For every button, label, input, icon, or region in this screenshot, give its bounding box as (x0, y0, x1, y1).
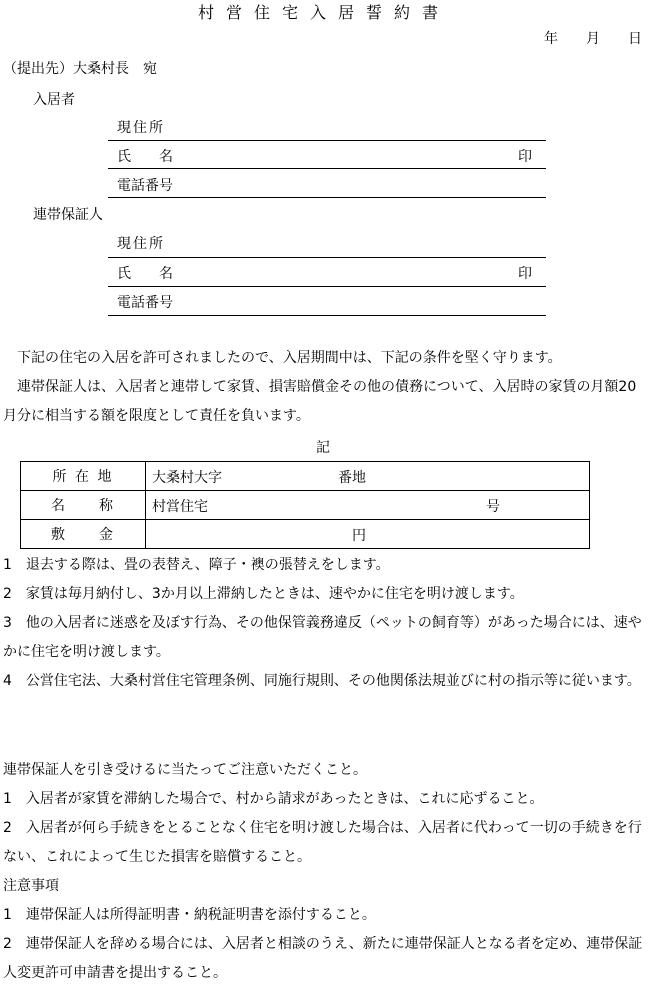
tenant-seal: 印 (518, 149, 532, 165)
guarantor-address-line[interactable] (108, 257, 546, 258)
tenant-name-label: 氏 名 (117, 149, 173, 165)
list-item: 3 他の入居者に迷惑を及ぼす行為、その他保管義務違反（ペットの飼育等）があった場合には、速やかに住宅を明け渡します。 (3, 615, 642, 660)
guarantor-name-label: 氏 名 (117, 266, 173, 282)
tenant-address-line[interactable] (108, 140, 546, 141)
tenant-phone-label: 電話番号 (117, 178, 173, 194)
guarantor-phone-label: 電話番号 (117, 295, 173, 311)
tenant-section-label: 入居者 (33, 92, 75, 108)
date-year[interactable]: 年 (544, 31, 558, 47)
housing-table (20, 461, 590, 549)
list-item: 2 連帯保証人を辞める場合には、入居者と相談のうえ、新たに連帯保証人となる者を定め、連帯保証人変更許可申請書を提出すること。 (3, 936, 643, 981)
document-title: 村営住宅入居誓約書 (197, 3, 450, 22)
date-day[interactable]: 日 (628, 31, 642, 47)
name-value-a: 村営住宅 (152, 499, 208, 515)
list-item: 2 家賃は毎月納付し、3か月以上滞納したときは、速やかに住宅を明け渡します。 (3, 586, 524, 602)
name-value-b: 号 (486, 499, 500, 515)
conditions-list (3, 551, 648, 696)
location-label: 所 在 地 (21, 462, 146, 491)
list-item: 1 連帯保証人は所得証明書・納税証明書を添付すること。 (3, 907, 376, 923)
guarantor-section-label: 連帯保証人 (33, 207, 103, 223)
ki-heading: 記 (316, 440, 330, 456)
tenant-address-label: 現住所 (117, 120, 165, 136)
tenant-phone-line[interactable] (108, 197, 546, 198)
list-item: 1 退去する際は、畳の表替え、障子・襖の張替えをします。 (3, 557, 390, 573)
table-row (21, 520, 590, 549)
table-row (21, 491, 590, 520)
table-row (21, 462, 590, 491)
guarantor-seal: 印 (518, 266, 532, 282)
location-value[interactable] (146, 462, 590, 491)
addressee: （提出先）大桑村長 宛 (3, 61, 157, 77)
intro-paragraph-1: 下記の住宅の入居を許可されましたので、入居期間中は、下記の条件を堅く守ります。 (3, 350, 562, 366)
tenant-name-line[interactable] (108, 168, 546, 169)
name-value[interactable] (146, 491, 590, 520)
list-item: 2 入居者が何ら手続きをとることなく住宅を明け渡した場合は、入居者に代わって一切の手続きを行ない、これによって生じた損害を賠償すること。 (3, 820, 642, 865)
intro-paragraph-2: 連帯保証人は、入居者と連帯して家賃、損害賠償金その他の債務について、入居時の家賃の月額20月分に相当する額を限度として責任を負います。 (3, 379, 637, 424)
notes-section (3, 872, 648, 988)
guarantor-address-label: 現住所 (117, 236, 165, 252)
location-value-b: 番地 (338, 470, 366, 486)
notes-heading: 注意事項 (3, 878, 59, 894)
date-month[interactable]: 月 (586, 31, 600, 47)
guarantor-phone-line[interactable] (108, 315, 546, 316)
guarantor-notice (3, 756, 648, 872)
guarantor-name-line[interactable] (108, 286, 546, 287)
list-item: 4 公営住宅法、大桑村営住宅管理条例、同施行規則、その他関係法規並びに村の指示等に従います。 (3, 673, 641, 689)
deposit-value[interactable] (146, 520, 590, 549)
deposit-value-b: 円 (352, 528, 366, 544)
name-label: 名 称 (21, 491, 146, 520)
location-value-a: 大桑村大字 (152, 470, 222, 486)
guarantor-notice-heading: 連帯保証人を引き受けるに当たってご注意いただくこと。 (3, 762, 367, 778)
date-line (516, 28, 642, 48)
intro-paragraphs (3, 344, 648, 431)
list-item: 1 入居者が家賃を滞納した場合で、村から請求があったときは、これに応ずること。 (3, 791, 544, 807)
deposit-label: 敷 金 (21, 520, 146, 549)
